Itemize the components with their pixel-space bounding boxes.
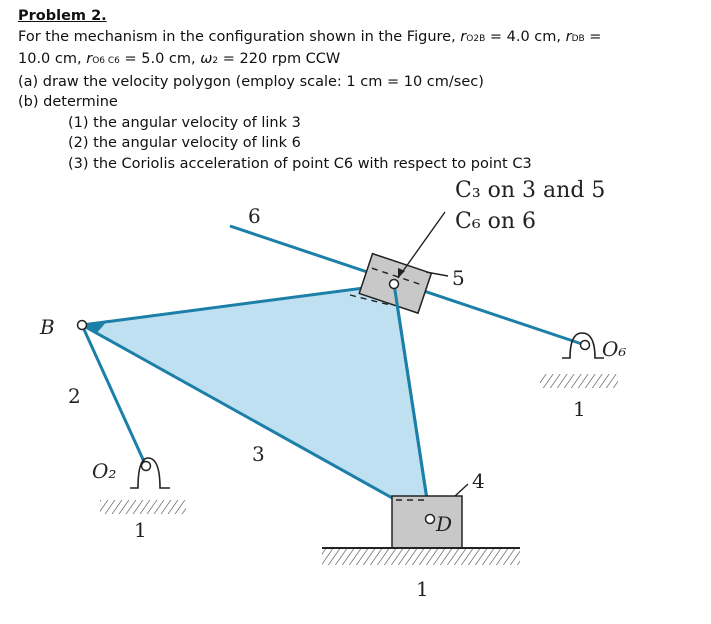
label-b: B [40,315,55,339]
link-3-triangle [82,284,430,519]
r-db-subscript: DB [571,33,585,44]
label-ground-o6: 1 [573,397,586,421]
label-ground-d: 1 [416,577,429,601]
r-o2b-value: = 4.0 cm, [485,28,566,45]
label-link-4: 4 [472,469,485,493]
ground-hatch-d [322,549,520,565]
problem-title: Problem 2. [18,8,107,24]
omega-value: = 220 rpm CCW [218,51,341,67]
statement-prefix: For the mechanism in the configuration shown in the Figure, [18,28,461,45]
label-link-2: 2 [68,384,81,408]
label-c-line1: C₃ on 3 and 5 [455,178,606,203]
pin-c [390,280,399,289]
question-item-3: (3) the Coriolis acceleration of point C6 with respect to point C3 [68,155,532,172]
label-c-line2: C₆ on 6 [455,209,537,234]
pin-d [426,515,435,524]
r-o6c6-subscript: O6 C6 [92,56,120,66]
part-a: (a) draw the velocity polygon (employ scale: 1 cm = 10 cm/sec) [18,73,484,90]
label-link-3: 3 [252,442,265,466]
omega-subscript: 2 [212,56,219,66]
r-db-value: 10.0 cm, [18,51,87,67]
r-o2b-subscript: O2B [466,33,486,44]
omega-symbol: ω [200,51,213,67]
label-link-6: 6 [248,204,261,228]
label-link-5: 5 [452,266,465,290]
part-b: (b) determine [18,94,118,110]
ground-hatch-o6 [540,374,618,388]
question-item-2: (2) the angular velocity of link 6 [68,135,301,151]
r-o6c6-symbol: r [86,51,93,67]
r-db-equals: = [584,28,602,45]
label-o6: O₆ [602,337,627,361]
label-o2: O₂ [92,459,117,483]
r-o6c6-value: = 5.0 cm, [119,51,201,67]
label-ground-o2: 1 [134,518,147,542]
question-item-1: (1) the angular velocity of link 3 [68,114,301,131]
ground-pivot-o2 [130,458,170,488]
r-db-symbol: r [565,28,572,45]
pin-b [78,321,87,330]
ground-hatch-o2 [100,500,186,514]
r-o2b-symbol: r [460,28,467,45]
label-d: D [436,512,453,536]
